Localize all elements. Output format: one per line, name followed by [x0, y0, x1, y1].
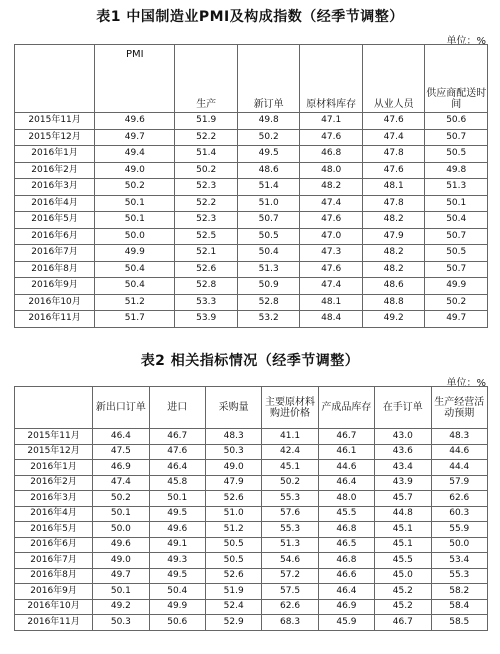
table-cell: 49.7: [95, 129, 175, 146]
table-cell: 46.4: [93, 429, 149, 445]
table-cell: 49.7: [425, 311, 488, 328]
table-cell: 49.8: [237, 113, 300, 130]
table-cell: 48.4: [300, 311, 363, 328]
table-cell: 47.8: [362, 195, 425, 212]
table-cell: 47.6: [149, 444, 205, 460]
table-cell: 49.6: [93, 537, 149, 553]
table-cell: 49.4: [95, 146, 175, 163]
table-cell: 50.2: [262, 475, 318, 491]
table-cell: 50.4: [149, 584, 205, 600]
table-cell: 46.4: [149, 460, 205, 476]
table1-header-employment: 从业人员: [362, 45, 425, 113]
row-label: 2016年6月: [15, 228, 95, 245]
table-cell: 51.0: [237, 195, 300, 212]
table-cell: 48.0: [300, 162, 363, 179]
table-cell: 50.1: [425, 195, 488, 212]
row-label: 2016年11月: [15, 311, 95, 328]
table-cell: 48.6: [237, 162, 300, 179]
table-row: [15, 475, 488, 491]
table-row: [15, 162, 488, 179]
table-cell: 47.1: [300, 113, 363, 130]
table-cell: 50.2: [175, 162, 238, 179]
table-cell: 50.2: [95, 179, 175, 196]
table-cell: 52.2: [175, 195, 238, 212]
table-cell: 49.1: [149, 537, 205, 553]
table-cell: 45.1: [375, 537, 431, 553]
table-row: [15, 245, 488, 262]
table-cell: 50.7: [425, 129, 488, 146]
table-cell: 50.3: [205, 444, 261, 460]
table-row: [15, 146, 488, 163]
table-cell: 52.9: [205, 615, 261, 631]
table-cell: 50.7: [237, 212, 300, 229]
table-cell: 50.5: [425, 245, 488, 262]
row-label: 2016年5月: [15, 522, 93, 538]
table-row: [15, 537, 488, 553]
table-cell: 46.9: [93, 460, 149, 476]
table2-unit: 单位：%: [446, 378, 486, 389]
table-cell: 51.3: [425, 179, 488, 196]
table-cell: 46.4: [318, 584, 374, 600]
table-cell: 47.4: [300, 195, 363, 212]
row-label: 2015年12月: [15, 129, 95, 146]
table-cell: 52.6: [205, 568, 261, 584]
table-cell: 51.9: [175, 113, 238, 130]
table2-header-business-expectations: 生产经营活动预期: [431, 387, 487, 429]
table-cell: 51.4: [237, 179, 300, 196]
table-cell: 50.0: [95, 228, 175, 245]
table-cell: 62.6: [262, 599, 318, 615]
table-cell: 50.2: [425, 294, 488, 311]
table-cell: 47.3: [300, 245, 363, 262]
table-cell: 47.6: [300, 129, 363, 146]
table-cell: 46.5: [318, 537, 374, 553]
row-label: 2015年11月: [15, 429, 93, 445]
table-cell: 49.2: [362, 311, 425, 328]
table-cell: 49.8: [425, 162, 488, 179]
table-cell: 50.0: [93, 522, 149, 538]
table-cell: 58.2: [431, 584, 487, 600]
table-cell: 50.6: [425, 113, 488, 130]
table-cell: 46.4: [318, 475, 374, 491]
table-cell: 46.7: [318, 429, 374, 445]
row-label: 2016年9月: [15, 278, 95, 295]
table-cell: 57.5: [262, 584, 318, 600]
row-label: 2016年3月: [15, 491, 93, 507]
table-cell: 51.2: [95, 294, 175, 311]
table-cell: 45.7: [375, 491, 431, 507]
table-cell: 46.7: [149, 429, 205, 445]
table-cell: 49.7: [93, 568, 149, 584]
table-cell: 42.4: [262, 444, 318, 460]
table-cell: 58.5: [431, 615, 487, 631]
table-cell: 55.3: [262, 491, 318, 507]
table-cell: 47.6: [362, 113, 425, 130]
table-cell: 55.9: [431, 522, 487, 538]
table-row: [15, 584, 488, 600]
table1-header-new-orders: 新订单: [237, 45, 300, 113]
table-cell: 58.4: [431, 599, 487, 615]
table-cell: 45.1: [375, 522, 431, 538]
table-cell: 43.4: [375, 460, 431, 476]
table-cell: 46.1: [318, 444, 374, 460]
table-cell: 47.9: [205, 475, 261, 491]
table-cell: 51.0: [205, 506, 261, 522]
table-cell: 50.9: [237, 278, 300, 295]
row-label: 2016年4月: [15, 195, 95, 212]
table-cell: 52.6: [175, 261, 238, 278]
table-cell: 48.2: [362, 261, 425, 278]
table-cell: 45.8: [149, 475, 205, 491]
table-cell: 50.1: [93, 506, 149, 522]
table-cell: 47.4: [362, 129, 425, 146]
table-cell: 47.6: [300, 212, 363, 229]
table-cell: 50.2: [237, 129, 300, 146]
table-cell: 46.7: [375, 615, 431, 631]
table-cell: 46.6: [318, 568, 374, 584]
table-cell: 51.3: [237, 261, 300, 278]
table-cell: 57.6: [262, 506, 318, 522]
table-cell: 50.6: [149, 615, 205, 631]
table-cell: 48.3: [431, 429, 487, 445]
table-cell: 50.1: [149, 491, 205, 507]
table2-header-new-export-orders: 新出口订单: [93, 387, 149, 429]
table-cell: 48.0: [318, 491, 374, 507]
table-cell: 48.3: [205, 429, 261, 445]
related-indicators-table: [14, 386, 488, 631]
table-cell: 47.8: [362, 146, 425, 163]
table-row: [15, 615, 488, 631]
table-cell: 43.6: [375, 444, 431, 460]
table-row: [15, 506, 488, 522]
table-cell: 50.7: [425, 228, 488, 245]
row-label: 2016年2月: [15, 162, 95, 179]
table-cell: 50.7: [425, 261, 488, 278]
table-cell: 49.3: [149, 553, 205, 569]
table-cell: 48.1: [362, 179, 425, 196]
table-cell: 48.2: [362, 245, 425, 262]
table-cell: 52.1: [175, 245, 238, 262]
table-cell: 49.0: [93, 553, 149, 569]
table1-unit: 单位：%: [446, 36, 486, 47]
table2-title: 表2 相关指标情况（经季节调整）: [140, 353, 360, 369]
table-cell: 44.6: [431, 444, 487, 460]
row-label: 2016年9月: [15, 584, 93, 600]
table-cell: 51.2: [205, 522, 261, 538]
table-cell: 49.2: [93, 599, 149, 615]
table1-header-pmi: PMI: [95, 45, 175, 113]
table-cell: 53.2: [237, 311, 300, 328]
table-cell: 52.8: [175, 278, 238, 295]
table-cell: 49.5: [237, 146, 300, 163]
table-row: [15, 179, 488, 196]
row-label: 2016年7月: [15, 553, 93, 569]
table-cell: 51.7: [95, 311, 175, 328]
row-label: 2016年4月: [15, 506, 93, 522]
table-cell: 52.6: [205, 491, 261, 507]
table1-title: 表1 中国制造业PMI及构成指数（经季节调整）: [96, 9, 404, 25]
table-cell: 45.2: [375, 584, 431, 600]
table-cell: 50.1: [95, 195, 175, 212]
row-label: 2016年7月: [15, 245, 95, 262]
table-cell: 53.3: [175, 294, 238, 311]
table-row: [15, 429, 488, 445]
table-row: [15, 212, 488, 229]
table-cell: 52.4: [205, 599, 261, 615]
table-cell: 49.9: [149, 599, 205, 615]
table-cell: 50.5: [205, 537, 261, 553]
table-cell: 49.9: [425, 278, 488, 295]
table-cell: 53.4: [431, 553, 487, 569]
table-cell: 50.5: [425, 146, 488, 163]
table-cell: 48.2: [300, 179, 363, 196]
table-row: [15, 228, 488, 245]
table-cell: 46.8: [318, 522, 374, 538]
table-cell: 62.6: [431, 491, 487, 507]
table-cell: 52.3: [175, 179, 238, 196]
table-row: [15, 444, 488, 460]
row-label: 2016年8月: [15, 568, 93, 584]
table-cell: 48.6: [362, 278, 425, 295]
table-cell: 46.8: [300, 146, 363, 163]
row-label: 2016年8月: [15, 261, 95, 278]
table1-header-corner: [15, 45, 95, 113]
table-cell: 60.3: [431, 506, 487, 522]
table-cell: 50.1: [93, 584, 149, 600]
table-cell: 50.0: [431, 537, 487, 553]
row-label: 2016年1月: [15, 460, 93, 476]
table-cell: 50.5: [205, 553, 261, 569]
table-cell: 43.9: [375, 475, 431, 491]
table-cell: 50.4: [237, 245, 300, 262]
table-cell: 50.2: [93, 491, 149, 507]
table-cell: 50.3: [93, 615, 149, 631]
table1-header-raw-material-inventory: 原材料库存: [300, 45, 363, 113]
table-cell: 47.5: [93, 444, 149, 460]
row-label: 2016年2月: [15, 475, 93, 491]
table-cell: 49.6: [149, 522, 205, 538]
table-cell: 45.1: [262, 460, 318, 476]
table-cell: 50.4: [95, 261, 175, 278]
table-cell: 44.4: [431, 460, 487, 476]
table-cell: 47.0: [300, 228, 363, 245]
table-cell: 46.9: [318, 599, 374, 615]
table-cell: 53.9: [175, 311, 238, 328]
table-cell: 46.8: [318, 553, 374, 569]
table-cell: 50.4: [95, 278, 175, 295]
table-row: [15, 195, 488, 212]
table-cell: 45.5: [318, 506, 374, 522]
table-cell: 47.6: [300, 261, 363, 278]
table-cell: 57.2: [262, 568, 318, 584]
table-cell: 50.1: [95, 212, 175, 229]
table-cell: 49.6: [95, 113, 175, 130]
table-cell: 45.5: [375, 553, 431, 569]
table2-header-imports: 进口: [149, 387, 205, 429]
table-cell: 54.6: [262, 553, 318, 569]
table-cell: 49.0: [205, 460, 261, 476]
table-row: [15, 568, 488, 584]
table-row: [15, 311, 488, 328]
table-cell: 52.3: [175, 212, 238, 229]
table-cell: 48.2: [362, 212, 425, 229]
table-cell: 47.4: [93, 475, 149, 491]
row-label: 2016年10月: [15, 599, 93, 615]
row-label: 2016年1月: [15, 146, 95, 163]
table2-header-input-prices: 主要原材料购进价格: [262, 387, 318, 429]
table-row: [15, 460, 488, 476]
table1-header-production: 生产: [175, 45, 238, 113]
table-row: [15, 553, 488, 569]
table-cell: 50.5: [237, 228, 300, 245]
row-label: 2015年11月: [15, 113, 95, 130]
table2-header-purchase-quantity: 采购量: [205, 387, 261, 429]
table-cell: 52.8: [237, 294, 300, 311]
table-cell: 45.2: [375, 599, 431, 615]
table-row: [15, 113, 488, 130]
table-cell: 55.3: [431, 568, 487, 584]
table-cell: 68.3: [262, 615, 318, 631]
table-row: [15, 294, 488, 311]
table-cell: 47.6: [362, 162, 425, 179]
row-label: 2016年11月: [15, 615, 93, 631]
table-cell: 50.4: [425, 212, 488, 229]
table-row: [15, 129, 488, 146]
table-cell: 49.9: [95, 245, 175, 262]
table-cell: 45.9: [318, 615, 374, 631]
table-cell: 49.5: [149, 568, 205, 584]
table-cell: 57.9: [431, 475, 487, 491]
table-cell: 51.4: [175, 146, 238, 163]
row-label: 2016年3月: [15, 179, 95, 196]
table-cell: 47.9: [362, 228, 425, 245]
table-cell: 55.3: [262, 522, 318, 538]
table-cell: 44.6: [318, 460, 374, 476]
table-row: [15, 522, 488, 538]
row-label: 2016年10月: [15, 294, 95, 311]
table-cell: 47.4: [300, 278, 363, 295]
table1-header-supplier-delivery: 供应商配送时间: [425, 45, 488, 113]
table2-header-backlog-orders: 在手订单: [375, 387, 431, 429]
pmi-table: [14, 44, 488, 328]
table-cell: 43.0: [375, 429, 431, 445]
row-label: 2016年5月: [15, 212, 95, 229]
table-cell: 49.5: [149, 506, 205, 522]
table2-header-finished-goods-inventory: 产成品库存: [318, 387, 374, 429]
table-cell: 45.0: [375, 568, 431, 584]
table-row: [15, 491, 488, 507]
table-cell: 41.1: [262, 429, 318, 445]
row-label: 2015年12月: [15, 444, 93, 460]
table-row: [15, 599, 488, 615]
row-label: 2016年6月: [15, 537, 93, 553]
table-cell: 52.2: [175, 129, 238, 146]
table-cell: 49.0: [95, 162, 175, 179]
table-cell: 48.1: [300, 294, 363, 311]
table-cell: 44.8: [375, 506, 431, 522]
table-cell: 48.8: [362, 294, 425, 311]
table-cell: 52.5: [175, 228, 238, 245]
table2-header-corner: [15, 387, 93, 429]
table-cell: 51.9: [205, 584, 261, 600]
table-row: [15, 278, 488, 295]
table-cell: 51.3: [262, 537, 318, 553]
table-row: [15, 261, 488, 278]
